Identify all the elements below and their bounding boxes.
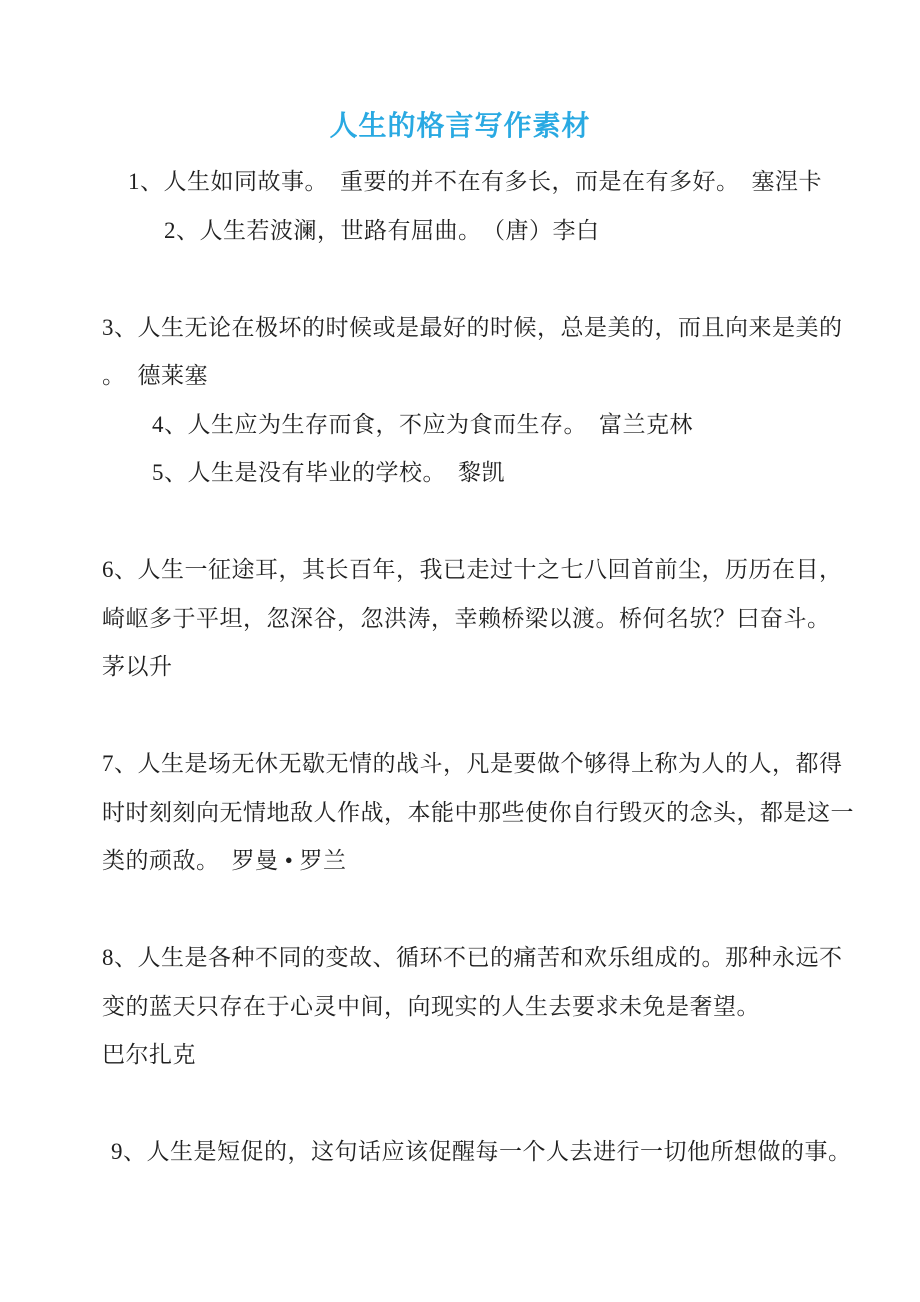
quote-line: 7、人生是场无休无歇无情的战斗，凡是要做个够得上称为人的人，都得 bbox=[102, 751, 843, 776]
quote-line: 。 德莱塞 bbox=[102, 363, 208, 388]
quote-item-9 bbox=[102, 1128, 860, 1177]
quote-item-1 bbox=[102, 158, 860, 207]
quote-line: 6、人生一征途耳，其长百年，我已走过十之七八回首前尘，历历在目， bbox=[102, 557, 843, 582]
quote-line: 8、人生是各种不同的变故、循环不已的痛苦和欢乐组成的。那种永远不 bbox=[102, 945, 843, 970]
quote-line: 巴尔扎克 bbox=[102, 1042, 196, 1067]
quote-item-8 bbox=[102, 934, 860, 1080]
quote-line: 类的顽敌。 罗曼 • 罗兰 bbox=[102, 848, 347, 873]
quote-item-5 bbox=[102, 449, 860, 498]
quote-line: 变的蓝天只存在于心灵中间，向现实的人生去要求未免是奢望。 bbox=[102, 993, 760, 1019]
quote-item-3 bbox=[102, 304, 860, 401]
quote-line: 5、人生是没有毕业的学校。 黎凯 bbox=[152, 460, 505, 485]
quote-line: 2、人生若波澜，世路有屈曲。 （唐）李白 bbox=[164, 217, 600, 243]
quote-line: 时时刻刻向无情地敌人作战，本能中那些使你自行毁灭的念头，都是这一 bbox=[102, 799, 854, 825]
quote-list bbox=[0, 158, 920, 1177]
quote-line: 茅以升 bbox=[102, 654, 173, 679]
quote-line: 崎岖多于平坦，忽深谷，忽洪涛，幸赖桥梁以渡。桥何名欤？曰奋斗。 bbox=[102, 605, 831, 631]
quote-item-7 bbox=[102, 740, 860, 886]
quote-item-2 bbox=[102, 207, 860, 256]
quote-item-6 bbox=[102, 546, 860, 692]
quote-line: 9、人生是短促的，这句话应该促醒每一个人去进行一切他所想做的事。 bbox=[111, 1139, 852, 1164]
page-title: 人生的格言写作素材 bbox=[329, 111, 591, 142]
quote-line: 1、人生如同故事。 重要的并不在有多长，而是在有多好。 塞涅卡 bbox=[128, 169, 822, 194]
quote-line: 3、人生无论在极坏的时候或是最好的时候，总是美的，而且向来是美的 bbox=[102, 314, 843, 340]
quote-item-4 bbox=[102, 401, 860, 450]
quote-line: 4、人生应为生存而食，不应为食而生存。 富兰克林 bbox=[152, 411, 693, 437]
